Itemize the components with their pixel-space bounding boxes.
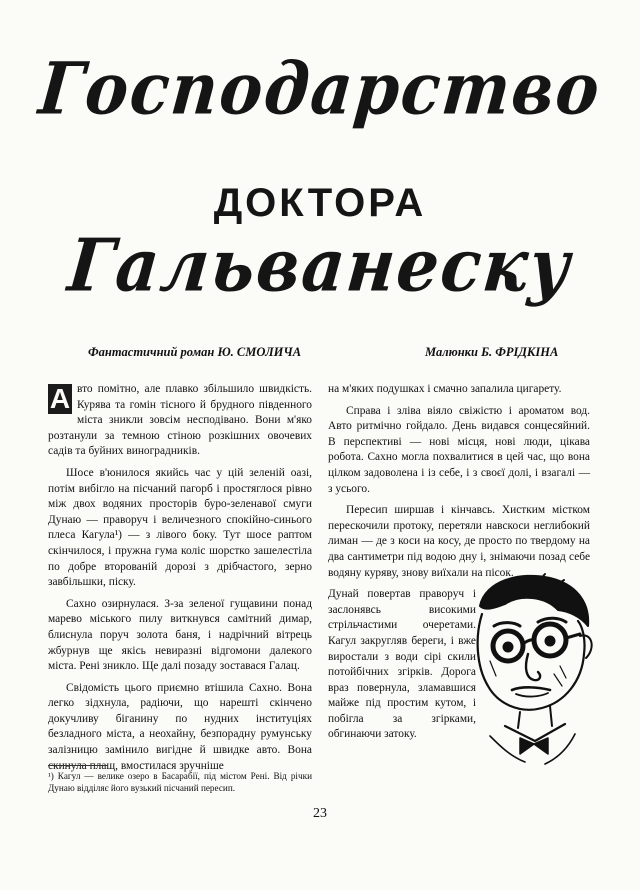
paragraph-5: на м'яких подушках і смачно запалила цигарету. — [328, 383, 562, 395]
paragraph-3: Сахно озирнулася. З-за зеленої гущавини понад марево міського пилу виткнувся самітний димар, блиснула поруч золота баня, і надрічний вітрець жбурнув ще якісь невиразні відгомони далекого міста. Рені зникло. Ще далі позаду зоставася Галац. — [48, 597, 312, 673]
left-column — [48, 382, 312, 780]
paragraph-7: Пересип ширшав і кінчавсь. Хистким містком перескочили протоку, перетяли навскоси неглибокий лиман — де з коси на косу, де просто по твердому на два сантиметри під водою дну і, знімаючи позад себе водяну куряву, знову виїхали на пісок. — [328, 504, 590, 579]
paragraph-4: Свідомість цього приємно втішила Сахно. Вона легко зідхнула, радіючи, що нарешті скінчено докучливу біганину по нудних інституціях безладного міста, а неохайну, безпорадну румунську залізницю замінило вигідне й швидке авто. Вона скинула плащ, вмостилася зручніше — [48, 681, 312, 772]
author-credit: Фантастичний роман Ю. СМОЛИЧА — [88, 345, 302, 359]
drop-cap: А — [49, 383, 71, 414]
title-line-2: ДОКТОРА — [213, 181, 427, 225]
paragraph-8: Дунай повертав праворуч і заслонявсь високими стрільчастими очеретами. Кагул закругляв береги, і вже виростали з води сірі скили потойбічних згірків. Дорога враз повернула, зламавшися майже під простим кутом, і побігла за згірками, обгинаючи затоку. — [328, 588, 476, 741]
page-number: 23 — [313, 806, 327, 821]
title-line-1: Господарство — [35, 47, 605, 132]
illustrator-credit: Малюнки Б. ФРІДКІНА — [425, 345, 559, 359]
paragraph-1-text: вто помітно, але плавко збільшило швидкість. Курява та гомін тісного й брудного південного міста зникли зовсім несподівано. Вони м'яко розтанули за темною стіною розкішних овочевих садів та буйних виноградників. — [48, 383, 312, 458]
footnote: ¹) Кагул — велике озеро в Басарабії, під містом Рені. Від річки Дунаю відділяє його вузький пісчаний пересип. — [48, 771, 312, 793]
caricature-illustration — [450, 566, 600, 766]
paragraph-2: Шосе в'юнилося якийсь час у цій зеленій оазі, потім вибігло на пісчаний пагорб і простяглося рівно між двох водяних просторів буро-зеленавої смуги Дунаю — праворуч і величезного спокійно-синього плеса Кагула¹) — з лівого боку. Тут шосе раптом скінчилося, і пружна гума коліс шорстко зашелестіла по добре второваній дорозі з дрібчастого, зерно завбільшки, піску. — [48, 466, 312, 589]
paragraph-6: Справа і зліва віяло свіжістю і ароматом вод. Авто ритмічно гойдало. День видався сонцесяйний. В перспективі — нові місця, нові люди, цікава робота. Сахно могла похвалитися в цей час, що вона цілком задоволена і із себе, і з своєї долі, і взагалі — з усього. — [328, 404, 590, 495]
footnote-divider — [48, 765, 108, 766]
paragraph-1 — [48, 382, 312, 460]
title-line-3: Гальванеску — [64, 222, 576, 308]
